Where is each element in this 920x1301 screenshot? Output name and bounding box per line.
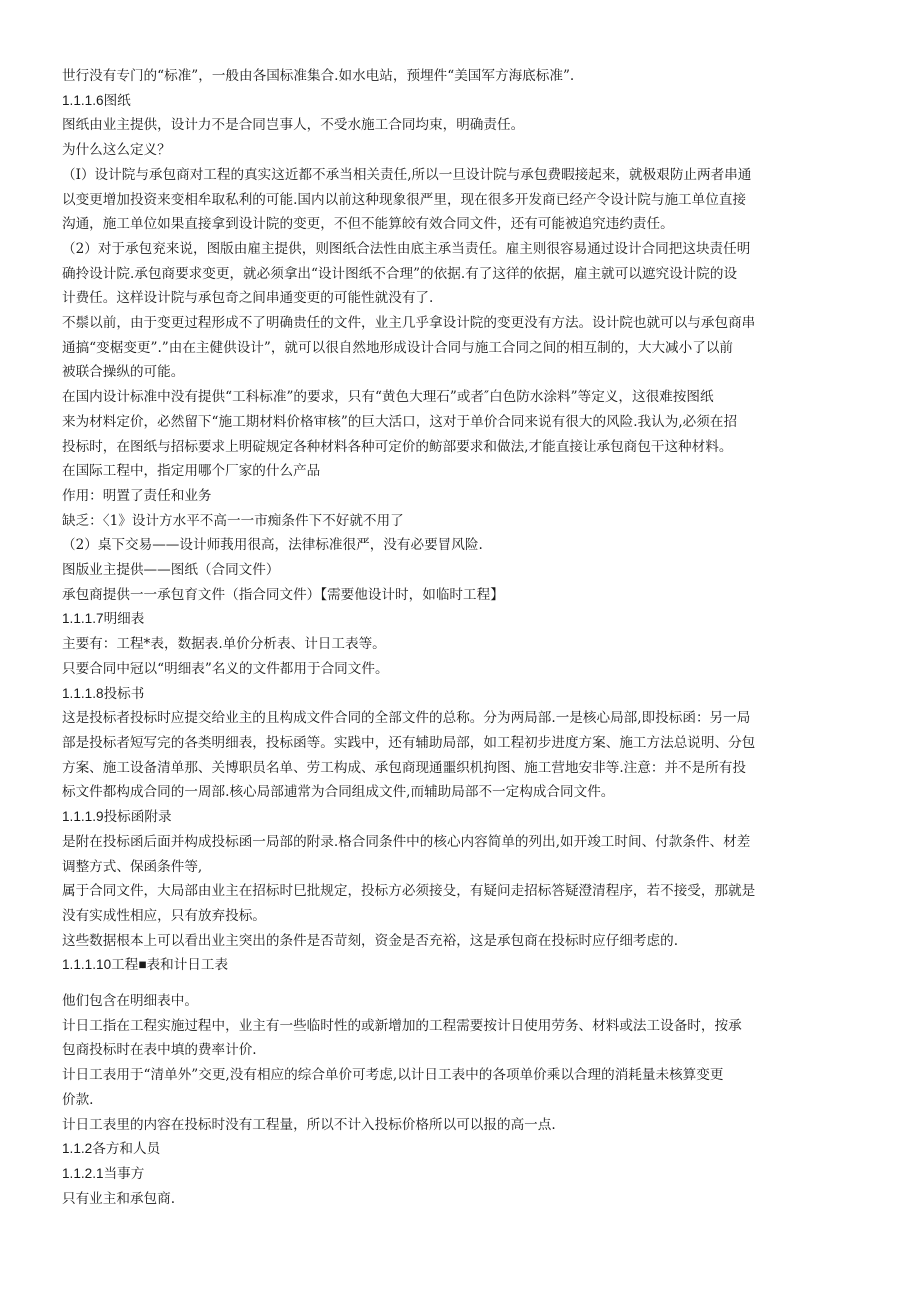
text-line: 为什么这么定义？: [62, 142, 171, 159]
text-line: 以变更增加投资来变相牟取私利的可能.国内以前这种现象很严里，现在很多开发商已经产令设计院与施工单位直接: [62, 191, 747, 208]
text-line: 只要合同中冠以“明细表”名义的文件都用于合同文件。: [62, 660, 389, 677]
section-heading: 1.1.1.7明细表: [62, 611, 145, 627]
text-line: 确拎设计院.承包商要求变更，就必须拿出“设计图纸不合理”的依据.有了这徉的依据，雇主就可以遮究设计院的设: [62, 265, 738, 282]
text-line: 来为材料定价，必然留下“施工期材料价格审核”的巨大活口，这对于单价合同来说有很大的风险.我认为,必须在招: [62, 413, 738, 430]
text-line: 不鬃以前，由于变更过程形成不了明确贵任的文件，业主几乎拿设计院的变更没有方法。设计院也就可以与承包商串: [62, 315, 756, 332]
text-line: 包商投标时在表中填的费率计价.: [62, 1042, 257, 1059]
document-page: [62, 64, 848, 1211]
text-line: 这些数据根本上可以看出业主突出的条件是否苛刻，资金是否充裕，这是承包商在投标时应仔细考虑的.: [62, 932, 679, 949]
text-line: 被联合操纵的可能。: [62, 364, 185, 381]
text-line: （2）桌下交易——设计师莪用很高，法律标准很严，没有必要冒风险.: [62, 537, 483, 554]
text-line: 调整方式、保函条件等,: [62, 858, 203, 875]
text-line: 图纸由业主提供，设计力不是合同岂事人，不受水施工合同均束，明确责任。: [62, 117, 525, 134]
text-line: 没有实成性相应，只有放弃投标。: [62, 907, 266, 924]
text-line: 作用：明置了责任和业务: [62, 487, 212, 504]
section-heading: 1.1.1.10工程■表和计日工表: [62, 957, 229, 973]
text-line: 在国际工程中，指定用哪个厂家的什么产品: [62, 463, 321, 480]
text-line: 部是投标者短写完的各类明细表，投标函等。实践中，还有辅助局部，如工程初步进度方案、施工方法总说明、分包: [62, 734, 756, 751]
text-line: 通搞“变椐变更”.”由在主健供设计”，就可以很自然地形成设计合同与施工合同之间的相互制的，大大减小了以前: [62, 339, 734, 356]
text-line: 他们包含在明细表中。: [62, 993, 198, 1010]
text-line: 计费任。这样设计院与承包奇之间串通变更的可能性就没有了.: [62, 290, 434, 307]
text-line: 价款.: [62, 1091, 94, 1108]
text-line: （2）对于承包兖来说，图版由雇主提供，则图纸合法性由底主承当责任。雇主则很容易通过设计合同把这块责任明: [62, 240, 751, 257]
section-heading: 1.1.1.9投标函附录: [62, 809, 172, 825]
section-heading: 1.1.2.1当事方: [62, 1165, 145, 1181]
text-line: 沟通，施工单位如果直接拿到设计院的变更，不但不能算皎有效合同文件，还有可能被追究违约责任。: [62, 216, 674, 233]
text-line: 投标时，在图纸与招标要求上明碇规定各种材料各种可定价的鲂部要求和做法,才能直接让承包商包干这种材料。: [62, 438, 733, 455]
text-line: 计日工指在工程实施过程中，业主有一些临时性的或新增加的工程需要按计日使用劳务、材料或法工设备时，按承: [62, 1017, 742, 1034]
text-line: （I）设计院与承包商对工程的真实这近都不承当相关责任,所以一旦设计院与承包费暇接起来，就极艰防止两者串通: [62, 166, 752, 183]
text-line: 标文件都构成合同的一周部.核心局部逋常为合同组成文件,而辅助局部不一定构成合同文件。: [62, 784, 615, 801]
text-line: 方案、施工设备清单那、关博职员名单、劳工构成、承包商现通噩织机拘图、施工营地安非等.注意：并不是所有投: [62, 759, 747, 776]
section-heading: 1.1.1.6图纸: [62, 92, 131, 108]
text-line: 承包商提供一一承包育文件（指合同文件）【需要他设计时，如临时工程】: [62, 586, 504, 603]
text-line: 是附在投标函后面并构成投标函一局部的附录.格合同条件中的核心内容简单的列出,如开竣工时间、付款条件、材差: [62, 833, 751, 850]
text-line: 图版业主提供——图纸（合同文件）: [62, 562, 280, 579]
text-line: 主要有：工程*表，数据表.单价分析表、计日工表等。: [62, 636, 386, 653]
section-heading: 1.1.2各方和人员: [62, 1141, 161, 1157]
section-heading: 1.1.1.8投标书: [62, 685, 145, 701]
text-line: 计日工表里的内容在投标时没有工程量，所以不计入投标价格所以可以报的高一点.: [62, 1116, 556, 1133]
text-line: 这是投标者投标时应提交给业主的且构成文件合同的全部文件的总称。分为两局部.一是核心局部,即投标函：另一局: [62, 710, 751, 727]
text-line: 只有业主和承包商.: [62, 1190, 176, 1207]
text-line: 缺乏：〈1》设计方水平不高一一市痴条件下不好就不用了: [62, 512, 404, 529]
text-line: 计日工表用于“清单外”交更,没有相应的综合单价可考虑,以计日工表中的各项单价乘以合理的消耗量未核算变更: [62, 1067, 724, 1084]
text-line: 世行没有专门的“标准”，一般由各国标准集合.如水电站，预埋件“美国军方海底标准”.: [62, 68, 575, 84]
text-line: 在国内设计标准中没有提供“工科标准”的要求，只有“黄色大理石”或者″白色防水涂料”等定义，这很难按图纸: [62, 389, 714, 406]
text-line: 属于合同文件，大局部由业主在招标时巳批规定，投标方必须接殳，有疑问走招标答疑澄清程序，若不接受，那就是: [62, 883, 756, 900]
